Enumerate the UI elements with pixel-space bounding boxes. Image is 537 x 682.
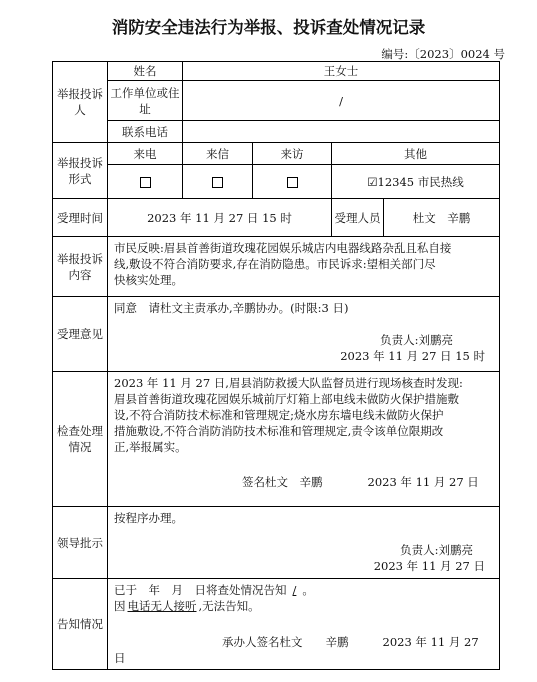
option-visit-checkbox[interactable]	[253, 165, 332, 199]
leader-text: 按程序办理。	[114, 511, 183, 525]
notify-date: 2023 年 11 月 27 日	[114, 635, 479, 665]
notify-line-2-prefix: 因	[114, 599, 126, 613]
inspection-signature-row	[114, 474, 493, 490]
content-line: 市民反映:眉县首善街道玫瑰花园娱乐城店内电器线路杂乱且私自接	[114, 241, 452, 255]
record-table	[52, 61, 500, 670]
form-section-label: 举报投诉形式	[53, 143, 108, 199]
intake-time-label: 受理时间	[53, 199, 108, 237]
option-other-label: 其他	[332, 143, 500, 165]
inspection-line: 设,不符合消防技术标准和管理规定;烧水房东墙电线未做防火保护	[114, 408, 444, 422]
inspection-date: 2023 年 11 月 27 日	[367, 475, 479, 489]
workplace-value: /	[183, 81, 500, 121]
checkbox-empty-icon	[140, 177, 151, 188]
opinion-text: 同意 请杜文主责承办,辛鹏协办。(时限:3 日)	[114, 301, 349, 315]
notify-line-2	[114, 598, 493, 614]
content-line: 快核实处理。	[114, 273, 183, 287]
content-line: 线,敷设不符合消防要求,存在消防隐患。市民诉求:望相关部门尽	[114, 257, 436, 271]
leader-date: 2023 年 11 月 27 日	[373, 559, 485, 573]
option-letter-checkbox[interactable]	[183, 165, 253, 199]
intake-time-value: 2023 年 11 月 27 日 15 时	[108, 199, 332, 237]
option-other-value[interactable]: ☑12345 市民热线	[332, 165, 500, 199]
notify-signer: 承办人签名杜文 辛鹏	[222, 635, 349, 649]
inspection-line: 措施敷设,不符合消防消防技术标准和管理规定,责令该单位限期改	[114, 424, 444, 438]
notify-label: 告知情况	[53, 579, 108, 670]
option-phone-label: 来电	[108, 143, 183, 165]
inspection-line: 正,举报属实。	[114, 440, 187, 454]
content-text	[108, 237, 500, 297]
opinion-label: 受理意见	[53, 297, 108, 372]
name-value: 王女士	[183, 62, 500, 81]
opinion-signer: 负责人:刘鹏亮	[380, 333, 453, 347]
checkbox-empty-icon	[287, 177, 298, 188]
intake-person-label: 受理人员	[332, 199, 384, 237]
leader-label: 领导批示	[53, 507, 108, 579]
opinion-date: 2023 年 11 月 27 日 15 时	[340, 349, 485, 363]
name-label: 姓名	[108, 62, 183, 81]
notify-line-2-suffix: ,无法告知。	[198, 599, 260, 613]
notify-reason: 电话无人接听	[127, 599, 197, 613]
inspection-signer: 签名杜文 辛鹏	[242, 475, 323, 489]
phone-value	[183, 121, 500, 143]
phone-label: 联系电话	[108, 121, 183, 143]
notify-cell	[108, 579, 500, 670]
leader-signer: 负责人:刘鹏亮	[400, 543, 473, 557]
option-visit-label: 来访	[253, 143, 332, 165]
document-number: 编号:〔2023〕0024 号	[381, 47, 505, 61]
opinion-cell	[108, 297, 500, 372]
notify-signature-row	[114, 634, 493, 666]
intake-person-value: 杜文 辛鹏	[384, 199, 500, 237]
leader-cell	[108, 507, 500, 579]
inspection-label: 检查处理情况	[53, 372, 108, 507]
workplace-label: 工作单位或住址	[108, 81, 183, 121]
notify-line-1-blank: /	[292, 583, 297, 597]
content-label: 举报投诉内容	[53, 237, 108, 297]
notify-line-1-text: 已于 年 月 日将查处情况告知	[114, 583, 287, 597]
inspection-line: 2023 年 11 月 27 日,眉县消防救援大队监督员进行现场核查时发现:	[114, 376, 463, 390]
checkbox-empty-icon	[212, 177, 223, 188]
option-letter-label: 来信	[183, 143, 253, 165]
notify-line-1: 已于 年 月 日将查处情况告知 / 。	[114, 583, 314, 597]
document-title: 消防安全违法行为举报、投诉查处情况记录	[111, 18, 426, 37]
inspection-cell	[108, 372, 500, 507]
inspection-line: 眉县首善街道玫瑰花园娱乐城前厅灯箱上部电线未做防火保护措施敷	[114, 392, 459, 406]
reporter-section-label: 举报投诉人	[53, 62, 108, 143]
option-phone-checkbox[interactable]	[108, 165, 183, 199]
